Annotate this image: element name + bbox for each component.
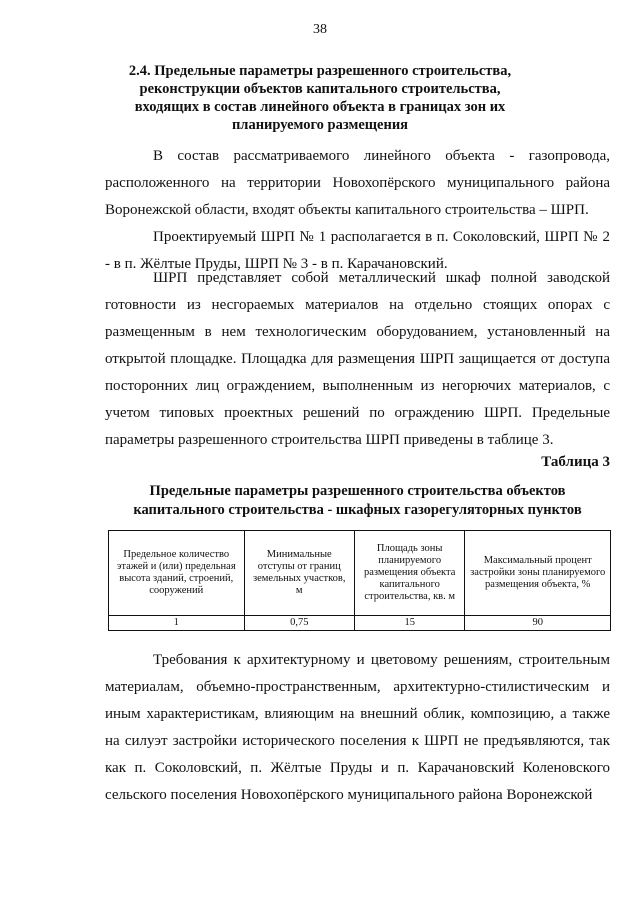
table-label: Таблица 3: [541, 454, 610, 470]
paragraph-composition: В состав рассматриваемого линейного объекта - газопровода, расположенного на территории Новохопёрского муниципального района Воронежской области, входят объекты капитального строительства – ШРП.: [105, 148, 610, 218]
header-floors-height: Предельное количество этажей и (или) предельная высота зданий, строений, сооружений: [109, 531, 245, 616]
paragraph-locations: Проектируемый ШРП № 1 располагается в п. Соколовский, ШРП № 2 - в п. Жёлтые Пруды, ШРП № 3 - в п. Карачановский.: [105, 229, 610, 272]
section-heading: 2.4. Предельные параметры разрешенного строительства, реконструкции объектов капитального строительства, входящих в состав линейного объекта в границах зон их планируемого размещения: [128, 63, 512, 133]
page-number: 38: [313, 22, 327, 37]
header-zone-area: Площадь зоны планируемого размещения объекта капитального строительства, кв. м: [354, 531, 464, 616]
table-header-row: [109, 531, 611, 616]
paragraph-requirements: Требования к архитектурному и цветовому решениям, строительным материалам, объемно-пространственным, архитектурно-стилистическим и иным характеристикам, влияющим на внешний облик, композицию, а также на силуэт застройки исторического поселения к ШРП не предъявляются, так как п. Соколовский, п. Жёлтые Пруды и п. Карачановский Коленовского сельского поселения Новохопёрского муниципального района Воронежской: [105, 652, 610, 803]
table-row: [109, 616, 611, 631]
paragraph-description: ШРП представляет собой металлический шкаф полной заводской готовности из несгораемых материалов на отдельно стоящих опорах с размещенным в нем технологическим оборудованием, установленный на открытой площадке. Площадка для размещения ШРП защищается от доступа посторонних лиц ограждением, выполненным из негорючих материалов, с учетом типовых проектных решений по ограждению ШРП. Предельные параметры разрешенного строительства ШРП приведены в таблице 3.: [105, 270, 610, 448]
header-max-coverage: Максимальный процент застройки зоны планируемого размещения объекта, %: [465, 531, 611, 616]
header-min-setbacks: Минимальные отступы от границ земельных участков, м: [244, 531, 354, 616]
table-title: Предельные параметры разрешенного строительства объектов капитального строительства - шкафных газорегуляторных пунктов: [133, 483, 582, 518]
parameters-table: [108, 530, 611, 631]
cell-zone-area: 15: [354, 616, 464, 631]
cell-max-coverage: 90: [465, 616, 611, 631]
cell-min-setbacks: 0,75: [244, 616, 354, 631]
cell-floors-height: 1: [109, 616, 245, 631]
